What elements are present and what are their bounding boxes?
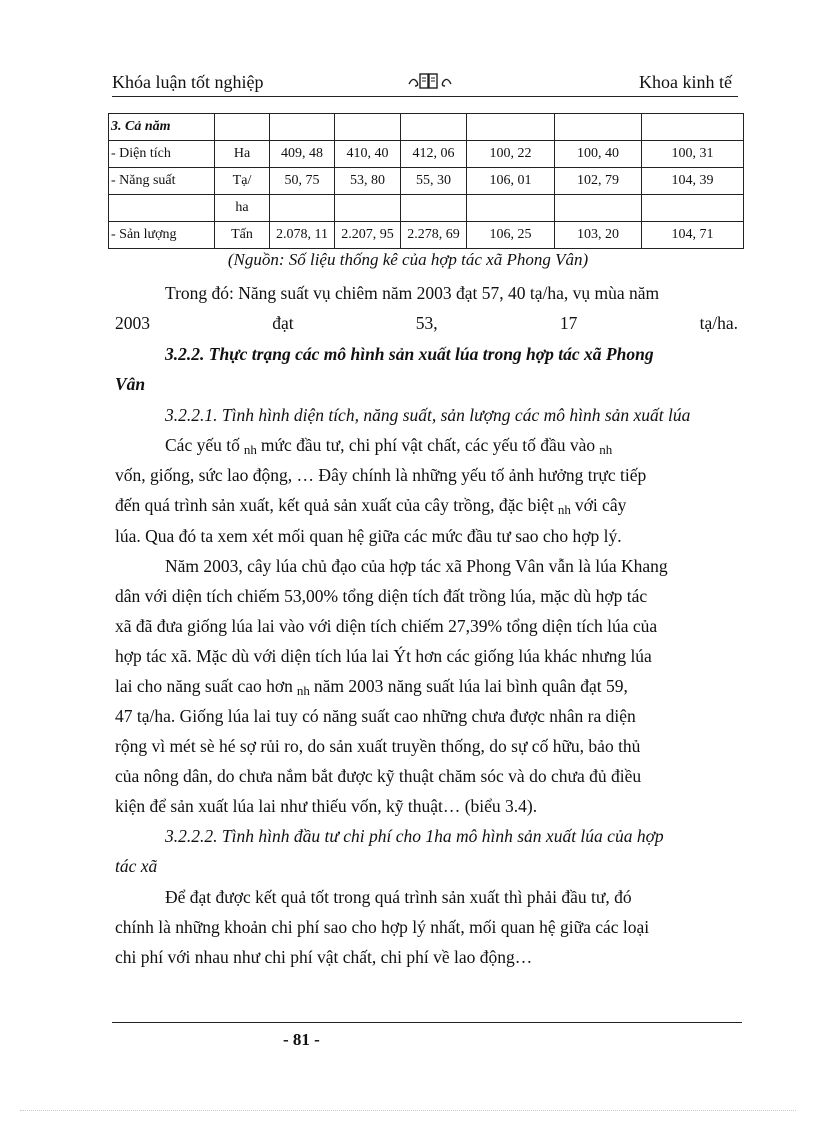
book-ornament-icon [407,70,453,92]
table-cell [109,195,215,222]
body-line: Năm 2003, cây lúa chủ đạo của hợp tác xã Phong Vân vẫn là lúa Khang [165,556,668,576]
table-row [109,195,744,222]
table-row [109,141,744,168]
table-cell: 100, 22 [467,141,555,168]
table-cell [401,195,467,222]
data-table [108,113,744,249]
table-cell: Ha [215,141,270,168]
body-line: dân với diện tích chiếm 53,00% tổng diện tích đất trồng lúa, mặc dù hợp tác [115,586,648,606]
body-line: kiện để sản xuất lúa lai như thiếu vốn, kỹ thuật… (biểu 3.4). [115,796,538,816]
body-line: chính là những khoản chi phí sao cho hợp lý nhất, mối quan hệ giữa các loại [115,917,650,937]
subsection-heading: 3.2.2.2. Tình hình đầu tư chi phí cho 1ha mô hình sản xuất lúa của hợp [165,826,664,846]
page-number: - 81 - [283,1030,320,1049]
body-line: lai cho năng suất cao hơn nh năm 2003 năng suất lúa lai bình quân đạt 59, [115,676,628,698]
body-line: rộng vì mét sè hé sợ rủi ro, do sản xuất truyền thống, do sự cố hữu, bảo thủ [115,736,641,756]
table-cell: 409, 48 [270,141,335,168]
table-cell [335,195,401,222]
table-cell [555,195,642,222]
body-line: hợp tác xã. Mặc dù với diện tích lúa lai Ýt hơn các giống lúa khác nhưng lúa [115,646,652,666]
table-cell: - Sản lượng [109,222,215,249]
table-cell: 103, 20 [555,222,642,249]
body-line: của nông dân, do chưa nắm bắt được kỹ thuật chăm sóc và do chưa đủ điều [115,766,642,786]
table-row [109,114,744,141]
header-right-title: Khoa kinh tế [639,72,732,92]
section-heading: Vân [115,374,146,394]
header-left-title: Khóa luận tốt nghiệp [112,72,264,92]
table-cell: 106, 25 [467,222,555,249]
table-cell: 2.207, 95 [335,222,401,249]
table-row [109,222,744,249]
table-cell: 50, 75 [270,168,335,195]
body-line: xã đã đưa giống lúa lai vào với diện tích chiếm 27,39% tổng diện tích lúa của [115,616,658,636]
table-cell: 412, 06 [401,141,467,168]
subsection-heading: 3.2.2.1. Tình hình diện tích, năng suất, sản lượng các mô hình sản xuất lúa [165,405,691,425]
table-row [109,168,744,195]
source-note: (Nguồn: Số liệu thống kê của hợp tác xã Phong Vân) [227,250,589,269]
body-line: 2003 đạt 53, 17 tạ/ha. [115,313,738,333]
subsection-heading: tác xã [115,856,158,876]
body-line: lúa. Qua đó ta xem xét mối quan hệ giữa các mức đầu tư sao cho hợp lý. [115,526,622,546]
body-line: Trong đó: Năng suất vụ chiêm năm 2003 đạt 57, 40 tạ/ha, vụ mùa năm [165,283,660,303]
table-cell: - Năng suất [109,168,215,195]
table-cell [642,195,744,222]
body-line: chi phí với nhau như chi phí vật chất, chi phí về lao động… [115,947,533,967]
section-heading: 3.2.2. Thực trạng các mô hình sản xuất lúa trong hợp tác xã Phong [165,344,654,364]
body-line: đến quá trình sản xuất, kết quả sản xuất của cây trồng, đặc biệt nh với cây [115,495,627,517]
body-line: Để đạt được kết quả tốt trong quá trình sản xuất thì phải đầu tư, đó [165,887,632,907]
table-cell: ha [215,195,270,222]
table-cell: 104, 71 [642,222,744,249]
table-cell: 53, 80 [335,168,401,195]
table-cell: Tạ/ [215,168,270,195]
table-cell: 100, 31 [642,141,744,168]
body-line: 47 tạ/ha. Giống lúa lai tuy có năng suất cao những chưa được nhân ra diện [115,706,636,726]
table-cell: 104, 39 [642,168,744,195]
body-line: vốn, giống, sức lao động, … Đây chính là những yếu tố ảnh hưởng trực tiếp [115,465,647,485]
table-cell [467,195,555,222]
table-cell: 2.078, 11 [270,222,335,249]
table-cell: 2.278, 69 [401,222,467,249]
table-cell: 102, 79 [555,168,642,195]
table-cell: 55, 30 [401,168,467,195]
table-cell: - Diện tích [109,141,215,168]
table-cell: 410, 40 [335,141,401,168]
table-cell: Tấn [215,222,270,249]
table-cell: 106, 01 [467,168,555,195]
page-edge-divider [20,1110,796,1111]
table-cell: 3. Cả năm [109,114,215,141]
table-cell [270,195,335,222]
page-header [112,70,738,97]
footer-divider [112,1022,742,1023]
table-cell: 100, 40 [555,141,642,168]
body-line: Các yếu tố nh mức đầu tư, chi phí vật chất, các yếu tố đầu vào nh [165,435,613,457]
